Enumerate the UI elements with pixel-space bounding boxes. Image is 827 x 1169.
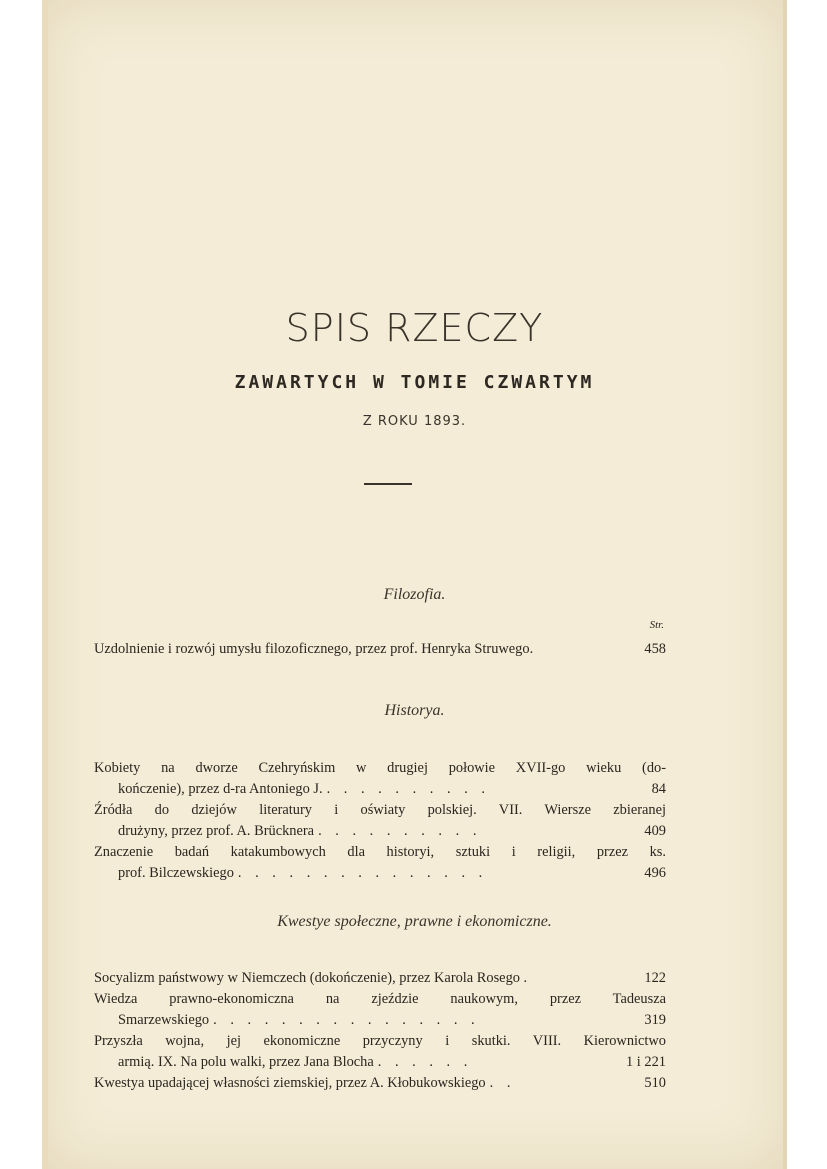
entry-line: Smarzewskiego [118, 1012, 210, 1028]
toc-entry[interactable] [94, 842, 666, 884]
page-right-edge [783, 0, 787, 1169]
entry-line: Kwestya upadającej własności ziemskiej, przez A. Kłobukowskiego [94, 1075, 486, 1091]
entry-line: Źródła do dziejów literatury i oświaty polskiej. VII. Wiersze zbieranej [94, 802, 666, 818]
toc-entry[interactable] [94, 1031, 666, 1073]
page-title: SPIS RZECZY [285, 306, 544, 350]
entry-page-number: 122 [644, 970, 666, 986]
divider-rule [364, 483, 412, 485]
entry-line: Kobiety na dworze Czehryńskim w drugiej połowie XVII-go wieku (do- [94, 760, 666, 776]
entry-line: kończenie), przez d-ra Antoniego J. [118, 781, 323, 797]
entry-line: armią. IX. Na polu walki, przez Jana Blocha [118, 1054, 374, 1070]
page-subtitle: ZAWARTYCH W TOMIE CZWARTYM [234, 372, 595, 393]
entry-line: Znaczenie badań katakumbowych dla historyi, sztuki i religii, przez ks. [94, 844, 666, 860]
entry-line: Wiedza prawno-ekonomiczna na zjeździe naukowym, przez Tadeusza [94, 991, 666, 1007]
toc-entry[interactable] [94, 989, 666, 1031]
entry-page-number: 1 i 221 [626, 1054, 666, 1070]
page-left-edge [42, 0, 48, 1169]
entry-page-number: 409 [644, 823, 666, 839]
entry-page-number: 84 [651, 781, 666, 797]
toc-entry[interactable] [94, 800, 666, 842]
entry-page-number: 496 [644, 865, 666, 881]
section-heading-historya: Historya. [384, 702, 445, 719]
leader-dots: . . . . . . . . . . . . . . . [237, 865, 488, 881]
leader-dots: . . . . . . [377, 1054, 473, 1070]
toc-entry[interactable] [94, 639, 666, 660]
entry-line: drużyny, przez prof. A. Brücknera [118, 823, 315, 839]
page-column-header: Str. [649, 619, 664, 631]
entry-page-number: 458 [644, 641, 666, 657]
leader-dots: . . . . . . . . . . [326, 781, 490, 797]
entry-line: Przyszła wojna, jej ekonomiczne przyczyny i skutki. VIII. Kierownictwo [94, 1033, 666, 1049]
entry-page-number: 319 [644, 1012, 666, 1028]
leader-dots: . . . . . . . . . . . . . . . . [213, 1012, 480, 1028]
entry-line: Uzdolnienie i rozwój umysłu filozoficznego, przez prof. Henryka Struwego. [94, 641, 534, 657]
document-page [42, 0, 787, 1169]
entry-line: prof. Bilczewskiego [118, 865, 234, 881]
entry-page-number: 510 [644, 1075, 666, 1091]
section-heading-filozofia: Filozofia. [383, 586, 446, 603]
toc-entry[interactable] [94, 968, 666, 989]
leader-dots: . . . . . . . . . . [318, 823, 482, 839]
entry-line: Socyalizm państwowy w Niemczech (dokończenie), przez Karola Rosego . [94, 970, 528, 986]
toc-entry[interactable] [94, 1073, 666, 1094]
volume-year: Z ROKU 1893. [362, 414, 467, 429]
section-heading-kwestye: Kwestye społeczne, prawne i ekonomiczne. [277, 913, 552, 930]
leader-dots: . . [489, 1075, 516, 1091]
toc-entry[interactable] [94, 758, 666, 800]
